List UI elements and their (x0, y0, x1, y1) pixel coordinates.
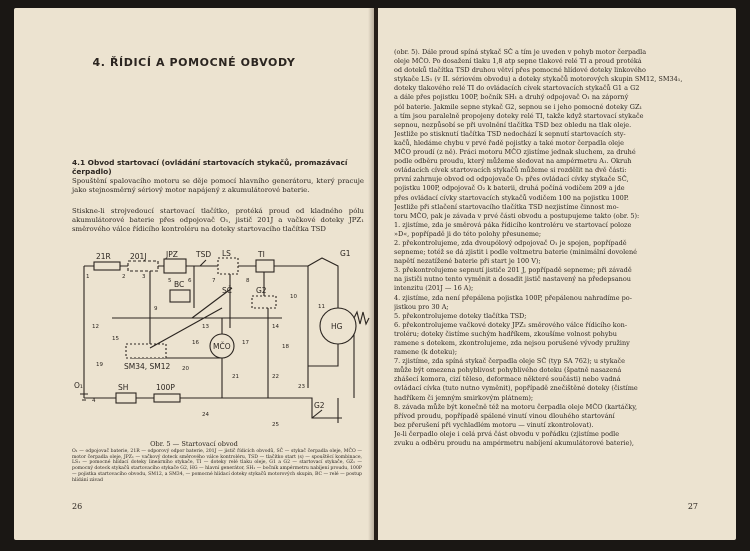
label-g2-contact: G2 (314, 401, 325, 410)
wire-5: 5 (168, 278, 172, 284)
label-jpz: JPZ (166, 250, 178, 259)
text-line: Je-li čerpadlo oleje i celá prvá část obvodu v pořádku (zjistíme podle (394, 429, 620, 438)
label-21r: 21R (96, 252, 111, 261)
text-line: 6. překontrolujeme vačkové doteky JPZ₁ směrového válce řídicího kon- (394, 320, 628, 329)
figure-caption-title: Obr. 5 — Startovací obvod (150, 440, 238, 448)
label-o1: O₁ (74, 381, 83, 390)
text-line: zhášecí komora, cizí těleso, deformace některé součásti) nebo vadná (394, 375, 621, 384)
paragraph-1: Spouštění spalovacího motoru se děje pomocí hlavního generátoru, který pracuje jako stejnosměrný sériový motor napájený z akumulátorové baterie. (72, 177, 364, 195)
figure-caption: O₁ — odpojovač baterie, 21R — odporový odpor baterie, 201J — jistič řídicích obvodů, SČ — stykač čerpadla oleje, MČO — motor čerpadla oleje, JPZ₁ — vačkový doteck směrového válce kontroléru, TSD — tlačítko start (s) — spouštěcí kombinace, LS₁ — pomocné hlídací doteky lineárního stykače, TI — doteky relé tlaku oleje, G1 a G2 — startovací stykače, GZ₁ — pomocný doteck stykačů startovacího stykače G2, HG — hlavní generátor, SH₁ — bočník ampérmetru nabíjení proudu, 100P — pojistka startovacího obvodu, SM12, a SM34, — pomocné hlídací doteky stykačů motorových skupin, BC — relé — postup hlídání závad (72, 449, 362, 483)
text-line: 8. závada může být konečně též na motoru čerpadla oleje MČO (kartáčky, (394, 402, 638, 411)
wire-24: 24 (202, 412, 209, 418)
text-line: a tím jsou paralelně propojeny doteky relé TI, takže když startovací stykače (394, 111, 644, 120)
section-title: 4.1 Obvod startovací (ovládání startovacích stykačů, promazávací čerpadlo) (72, 158, 348, 176)
text-line: oleje MČO. Po dosažení tlaku 1,8 atp sepne tlakové relé TI a proud protéká (394, 57, 642, 66)
wire-17: 17 (242, 340, 249, 346)
wire-21: 21 (232, 374, 239, 380)
wire-4: 4 (92, 398, 96, 404)
text-line: pojistku 100P, odpojovač O₂ k baterii, druhá počíná vodičem 209 a jde (394, 184, 625, 193)
label-hg: HG (331, 322, 343, 331)
wire-18: 18 (282, 344, 289, 350)
text-line: a dále přes pojistku 100P, bočník SH₁ a druhý odpojovač O₁ na záporný (394, 93, 629, 102)
label-mco: MČO (213, 342, 231, 351)
wire-1: 1 (86, 274, 90, 280)
label-201j: 201J (130, 252, 147, 261)
text-line: zvuku a odběru proudu na ampérmetru nabíjení akumulátorové baterie), (394, 439, 634, 448)
text-line: hadříkem či jemným smirkovým plátnem); (394, 393, 534, 402)
wire-6: 6 (188, 278, 192, 284)
text-line: ramene (k doteku); (394, 348, 458, 357)
text-line: přes ovládací cívky startovacích stykačů vodičem 100 na pojistku 100P. (394, 193, 629, 202)
text-line: první zahrnuje obvod od odpojovače O₁ přes ovládací cívky stykače SČ, (394, 175, 629, 184)
wire-25: 25 (272, 422, 279, 428)
label-bc: BC (174, 280, 185, 289)
text-line: ramene s dotekem, zkontrolujeme, zda nejsou porušené vývody pružiny (394, 339, 630, 347)
text-line: pól baterie. Jakmile sepne stykač G2, sepnou se i jeho pomocné doteky GZ₁ (394, 102, 643, 111)
label-g1: G1 (340, 249, 351, 258)
wire-19: 19 (96, 362, 103, 368)
text-line: (obr. 5). Dále proud spíná stykač SČ a tím je uveden v pohyb motor čerpadla (394, 48, 647, 56)
label-ti: TI (258, 250, 265, 259)
text-line: bez přerušení při vychladlém motoru — vinutí zkontrolovat). (394, 420, 594, 429)
text-line: Jestliže při stlačení startovacího tlačítka TSD nezjistíme činnost mo- (394, 202, 619, 211)
wire-3: 3 (142, 274, 146, 280)
label-sm: SM34, SM12 (124, 362, 171, 371)
text-line: může být omezena pohyblivost pohyblivého doteku (špatně nasazená (394, 366, 622, 375)
text-line: od doteků tlačítka TSD druhou větví přes pomocné hlídové doteky linkového (394, 66, 646, 75)
wire-8: 8 (246, 278, 250, 284)
wire-12: 12 (92, 324, 99, 330)
label-tsd: TSD (196, 250, 212, 259)
wire-15: 15 (112, 336, 119, 342)
text-line: Jestliže po stisknutí tlačítka TSD nedochází k sepnutí startovacích sty- (394, 129, 626, 138)
page-number-right: 27 (687, 502, 698, 511)
wire-14: 14 (272, 324, 279, 330)
text-line: přívod proudu, popřípadě spálené vinutí vinou dlouhého startování (394, 411, 615, 420)
wire-22: 22 (272, 374, 279, 380)
label-ls: LS (222, 249, 231, 258)
text-line: doteky tlakového relé TI do ovládacích cívek startovacích stykačů G1 a G2 (394, 84, 640, 93)
text-line: ovládací cívka (tuto nutno vyměnit), popřípadě znečištěné doteky (čistíme (394, 384, 638, 393)
wire-10: 10 (290, 294, 297, 300)
text-line: intenzitu (201J — 16 A); (394, 284, 474, 293)
right-page-text (394, 48, 698, 448)
wire-13: 13 (202, 324, 209, 330)
wire-7: 7 (212, 278, 216, 284)
text-line: sepneme; totéž se dá zjistit i podle voltmetru baterie (minimální dovolené (394, 248, 638, 257)
text-line: 3. překontrolujeme sepnutí jističe 201 J, popřípadě sepneme; při závadě (394, 266, 632, 275)
wire-20: 20 (182, 366, 189, 372)
chapter-title: 4. ŘÍDICÍ A POMOCNÉ OBVODY (92, 56, 296, 69)
text-line: 5. překontrolujeme doteky tlačítka TSD; (394, 311, 527, 320)
label-sh: SH (118, 383, 129, 392)
label-100p: 100P (156, 383, 175, 392)
wire-2: 2 (122, 274, 126, 280)
text-line: troléru; doteky čistíme suchým hadříkem, zkoušíme volnost pohybu (394, 329, 617, 338)
text-line: sepnou, nezpůsobí se při uvolnění tlačítka TSD bez obledu na tlak oleje. (394, 120, 632, 129)
label-g2-coil: G2 (256, 286, 267, 295)
paragraph-2: Stiskne-li strojvedoucí startovací tlačítko, protéká proud od kladného pólu akumulátorové baterie přes odpojovač O₁, jistič 201J a vačkové doteky JPZ₁ směrového válce řídicího kontroléru na doteky startovacího tlačítka TSD (72, 207, 364, 234)
wire-9: 9 (154, 306, 158, 312)
text-line: ovládacích cívek startovacích stykačů můžeme si rozdělit na dvě části: (394, 166, 627, 175)
text-line: 2. překontrolujeme, zda dvoupólový odpojovač O₁ je spojen, popřípadě (394, 238, 627, 247)
text-line: »D«, popřípadě ji do této polohy přesuneme; (394, 229, 542, 238)
text-line: MČO proudí (z ně). Práci motoru MČO zjistíme jednak sluchem, za druhé (394, 148, 636, 157)
text-line: 7. zjistíme, zda spíná stykač čerpadla oleje SČ (typ SA 762); u stykače (394, 357, 626, 366)
text-line: 1. zjistíme, zda je směrová páka řídicího kontroléru ve startovací poloze (394, 220, 632, 229)
page-number-left: 26 (72, 502, 83, 511)
text-line: podle odběru proudu, který můžeme sledovat na ampérmetru A₁. Okruh (394, 157, 632, 166)
right-page (378, 8, 736, 540)
text-line: jistkou pro 30 A; (394, 302, 449, 311)
text-line: stykače LS₁ (v II. sériovém obvodu) a doteky stykačů motorových skupin SM12, SM34₁, (394, 75, 683, 84)
text-line: kačů, hledáme chybu v prvé řadě pojistky a také motor čerpadla oleje (394, 138, 624, 147)
wire-11: 11 (318, 304, 325, 310)
text-line: 4. zjistíme, zda není přepálena pojistka 100P, přepálenou nahradíme po- (394, 293, 632, 302)
text-line: napětí nezatížené baterie při start je 100 V); (394, 257, 541, 266)
wire-23: 23 (298, 384, 305, 390)
circuit-diagram (72, 248, 370, 438)
label-sc: SČ (222, 286, 232, 295)
text-line: toru MČO, pak je závada v prvé části obvodu a postupujeme takto (obr. 5): (394, 211, 640, 220)
wire-16: 16 (192, 340, 199, 346)
text-line: na jističi nutno tento vyměnit a dosadit jistič nastavený na předepsanou (394, 275, 631, 284)
left-page (14, 8, 374, 540)
